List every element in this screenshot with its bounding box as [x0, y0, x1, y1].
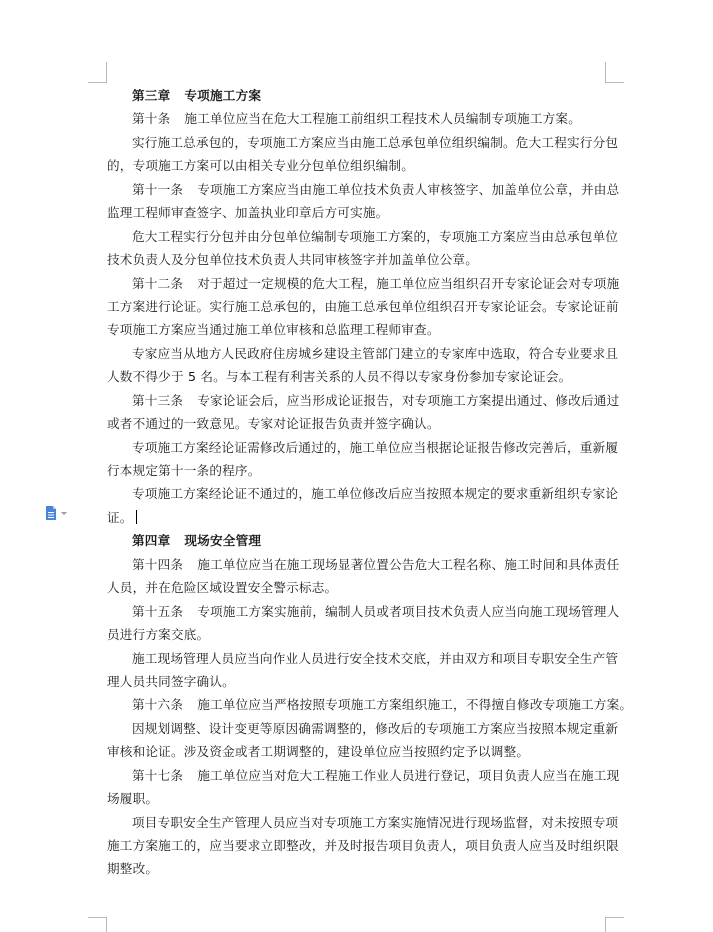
paragraph-line: 项目专职安全生产管理人员应当对专项施工方案实施情况进行现场监督，对未按照专项 [132, 814, 619, 830]
paragraph-line: 专项施工方案经论证需修改后通过的，施工单位应当根据论证报告修改完善后，重新履 [132, 439, 619, 455]
article-15: 第十五条 专项施工方案实施前，编制人员或者项目技术负责人应当向施工现场管理人 [132, 603, 620, 619]
article-13: 第十三条 专家论证会后，应当形成论证报告，对专项施工方案提出通过、修改后通过 [132, 392, 620, 408]
document-icon[interactable] [44, 504, 74, 522]
paragraph-line: 工方案进行论证。实行施工总承包的，由施工总承包单位组织召开专家论证会。专家论证前 [107, 298, 619, 314]
paragraph-line: 或者不通过的一致意见。专家对论证报告负责并签字确认。 [107, 416, 440, 432]
crop-mark-bottom-right [605, 917, 624, 932]
paragraph-line: 的，专项施工方案可以由相关专业分包单位组织编制。 [107, 158, 415, 174]
paragraph-line: 专项施工方案经论证不通过的，施工单位修改后应当按照本规定的要求重新组织专家论 [132, 486, 619, 502]
text-cursor [136, 510, 138, 524]
paragraph-line-with-cursor: 证。 [107, 506, 613, 529]
paragraph-line: 因规划调整、设计变更等原因确需调整的，修改后的专项施工方案应当按照本规定重新 [132, 720, 619, 736]
paragraph-line: 行本规定第十一条的程序。 [107, 463, 261, 478]
paragraph-line: 专家应当从地方人民政府住房城乡建设主管部门建立的专家库中选取，符合专业要求且 [132, 345, 619, 361]
paragraph-line: 施工方案施工的，应当要求立即整改，并及时报告项目负责人，项目负责人应当及时组织限 [107, 838, 619, 853]
paragraph-line: 危大工程实行分包并由分包单位编制专项施工方案的，专项施工方案应当由总承包单位 [132, 228, 619, 244]
chapter-heading: 第四章 现场安全管理 [132, 533, 262, 549]
paragraph-line: 人数不得少于 5 名。与本工程有利害关系的人员不得以专家身份参加专家论证会。 [107, 369, 572, 385]
paragraph-line: 场履职。 [107, 791, 159, 807]
paragraph-line: 人员，并在危险区域设置安全警示标志。 [107, 580, 338, 596]
paragraph-line: 期整改。 [107, 861, 159, 877]
paragraph-line: 专项施工方案应当通过施工单位审核和总监理工程师审查。 [107, 322, 440, 338]
article-11: 第十一条 专项施工方案应当由施工单位技术负责人审核签字、加盖单位公章，并由总 [132, 181, 620, 197]
paragraph-line: 监理工程师审查签字、加盖执业印章后方可实施。 [107, 205, 389, 221]
article-12: 第十二条 对于超过一定规模的危大工程，施工单位应当组织召开专家论证会对专项施 [132, 275, 620, 291]
paragraph-line: 实行施工总承包的，专项施工方案应当由施工总承包单位组织编制。危大工程实行分包 [132, 134, 619, 150]
paragraph-line: 施工现场管理人员应当向作业人员进行安全技术交底，并由双方和项目专职安全生产管 [132, 650, 619, 666]
crop-mark-bottom-left [88, 917, 107, 932]
paragraph-line: 审核和论证。涉及资金或者工期调整的，建设单位应当按照约定予以调整。 [107, 744, 530, 760]
crop-mark-top-right [605, 62, 624, 83]
article-14: 第十四条 施工单位应当在施工现场显著位置公告危大工程名称、施工时间和具体责任 [132, 556, 620, 572]
crop-mark-top-left [88, 62, 107, 83]
paragraph-line: 理人员共同签字确认。 [107, 673, 235, 689]
chapter-heading: 第三章 专项施工方案 [132, 88, 262, 103]
paragraph-line: 员进行方案交底。 [107, 627, 210, 643]
article-17: 第十七条 施工单位应当对危大工程施工作业人员进行登记，项目负责人应当在施工现 [132, 767, 620, 783]
paragraph-line: 技术负责人及分包单位技术负责人共同审核签字并加盖单位公章。 [107, 252, 479, 268]
article-10: 第十条 施工单位应当在危大工程施工前组织工程技术人员编制专项施工方案。 [132, 111, 581, 127]
document-body[interactable] [107, 84, 633, 881]
article-16: 第十六条 施工单位应当严格按照专项施工方案组织施工，不得擅自修改专项施工方案。 [132, 697, 633, 713]
